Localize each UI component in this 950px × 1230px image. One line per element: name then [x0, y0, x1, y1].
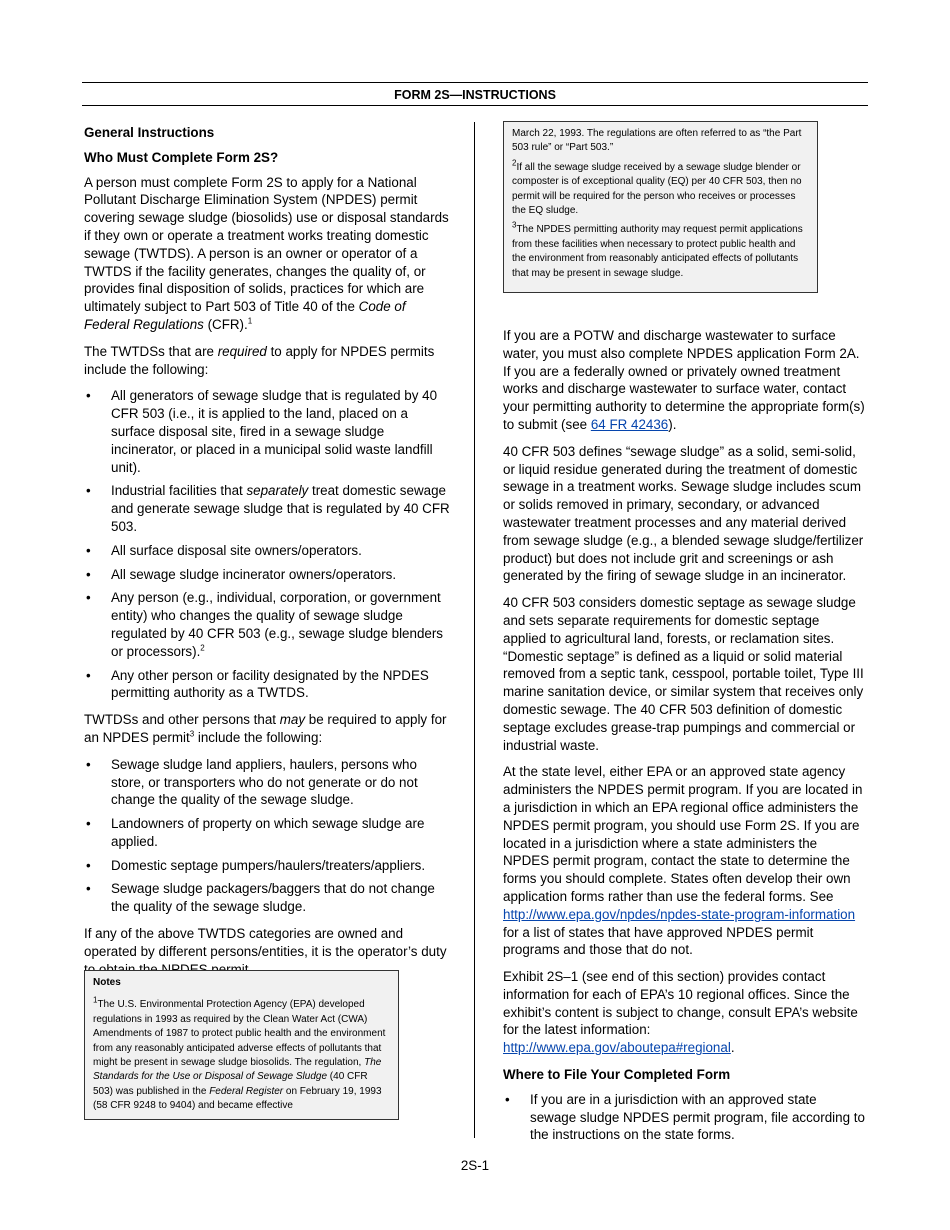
link-state-program-information[interactable]: http://www.epa.gov/npdes/npdes-state-program-information	[503, 906, 856, 922]
paragraph-sewage-sludge-definition: 40 CFR 503 defines “sewage sludge” as a solid, semi-solid, or liquid residue generated during the treatment of domestic sewage in a treatment works. Sewage sludge includes scum or solids removed in primary, secondary, or advanced wastewater treatment processes and any material derived from sewage sludge (e.g., a blended sewage sludge/fertilizer product) but does not include grit and screenings or ash generated by the firing of sewage sludge in an incinerator.	[503, 443, 864, 584]
list-item: • If you are in a jurisdiction with an approved state sewage sludge NPDES permit program, file according to the instructions on the state forms.	[505, 1091, 865, 1143]
where-to-file-list	[503, 1091, 865, 1144]
heading-general-instructions: General Instructions	[84, 125, 215, 140]
notes-box	[84, 970, 399, 1120]
footnote-3: $^3$The NPDES permitting authority may request permit applications from these facilities when necessary to protect public health and the environment from reasonably anticipated effects of pollutants that may be present in sewage sludge.	[512, 221, 803, 279]
list-item: • Industrial facilities that separately treat domestic sewage and generate sewage sludge that is regulated by 40 CFR 503.	[86, 483, 450, 534]
heading-who-must-complete: Who Must Complete Form 2S?	[84, 149, 279, 165]
notes-title: Notes	[93, 977, 121, 988]
list-item: • All surface disposal site owners/operators.	[86, 542, 362, 558]
link-about-epa-regional[interactable]: http://www.epa.gov/aboutepa#regional	[503, 1040, 731, 1056]
paragraph-state-level: At the state level, either EPA or an approved state agency administers the NPDES permit program. If you are located in a jurisdiction in which an EPA regional office administers the NPDES permit program, you should use Form 2S. If you are located in a jurisdiction where a state administers the NPDES permit program, contact the state to determine the forms you should complete. States often develop their own application forms rather than use the federal forms. See http://www.epa.gov/npdes/npdes-state-program-information for a list of states that have approved NPDES permit programs and those that do not.	[503, 764, 863, 958]
link-64-fr-42436[interactable]: 64 FR 42436	[590, 416, 669, 432]
left-column	[84, 124, 450, 987]
page-number: 2S-1	[460, 1158, 490, 1173]
footnote-ref-1: 1	[247, 316, 253, 326]
footnote-ref-2: 2	[200, 643, 205, 653]
notes-box-continued	[503, 121, 818, 293]
list-item: • Any person (e.g., individual, corporation, or government entity) who changes the quality of sewage sludge regulated by 40 CFR 503 (e.g., sewage sludge blenders or processors).$^2$	[86, 590, 443, 659]
page-title: FORM 2S—INSTRUCTIONS	[394, 88, 556, 102]
paragraph-operator-duty: If any of the above TWTDS categories are owned and operated by different persons/entities, it is the operator’s duty	[84, 926, 447, 959]
list-item: • All generators of sewage sludge that is regulated by 40 CFR 503 (i.e., it is applied to the land, placed on a surface disposal site, fired in a sewage sludge incinerator, or placed in a municipal solid waste landfill unit).	[86, 388, 438, 475]
paragraph-domestic-septage: 40 CFR 503 considers domestic septage as sewage sludge and sets separate requirements for domestic septage applied to agricultural land, forests, or reclamation sites. “Domestic septage” is defined as a liquid or solid material removed from a septic tank, cesspool, portable toilet, Type III marine sanitation device, or similar system that receives only domestic sewage. The 40 CFR 503 definition of domestic septage excludes grease-trap pumpings and commercial or industrial waste.	[503, 595, 864, 753]
list-item: • Any other person or facility designated by the NPDES permitting authority as a TWTDS.	[86, 667, 429, 701]
right-column	[503, 327, 865, 1153]
list-item: • Landowners of property on which sewage sludge are applied.	[86, 816, 425, 849]
required-list	[84, 387, 450, 702]
top-rule	[82, 82, 868, 83]
paragraph-may-be-required: TWTDSs and other persons that may be required to apply for an NPDES permit$^3$ include the following:	[84, 712, 447, 745]
paragraph-regional-offices: Exhibit 2S–1 (see end of this section) provides contact information for each of EPA’s 10 regional offices. Since the exhibit’s content is subject to change, consult EPA’s website for the latest information: http://www.epa.gov/aboutepa#regional.	[503, 969, 858, 1056]
list-item: • All sewage sludge incinerator owners/operators.	[86, 566, 397, 582]
footnote-ref-3: 3	[189, 729, 195, 739]
column-divider	[474, 122, 475, 1138]
list-item: • Sewage sludge packagers/baggers that do not change the quality of the sewage sludge.	[86, 881, 435, 915]
title-rule	[82, 105, 868, 106]
list-item: • Sewage sludge land appliers, haulers, persons who store, or transporters who do not generate or do not change the quality of the sewage sludge.	[86, 756, 418, 808]
heading-where-to-file: Where to File Your Completed Form	[503, 1067, 731, 1083]
paragraph-who-must-complete: A person must complete Form 2S to apply for a National Pollutant Discharge Elimination System (NPDES) permit covering sewage sludge (biosolids) use or disposal standards if they own or operate a treatment works treating domestic sewage (TWTDS). A person is an owner or operator of a TWTDS if the facility generates, changes the quality of, or provides final disposition of solids, practices for which are ultimately subject to Part 503 of Title 40 of the Code of Federal Regulations (CFR).$^1$	[84, 174, 449, 332]
paragraph-required: The TWTDSs that are required to apply for NPDES permits include the following:	[84, 343, 435, 377]
list-item: • Domestic septage pumpers/haulers/treaters/appliers.	[86, 857, 426, 873]
footnote-2: $^2$If all the sewage sludge received by a sewage sludge blender or composter is of exceptional quality (EQ) per 40 CFR 503, then no permit will be required for the person who receives or processes the EQ sludge.	[512, 158, 802, 217]
footnote-1: $^1$The U.S. Environmental Protection Agency (EPA) developed regulations in 1993 as required by the Clean Water Act (CWA) Amendments of 1987 to protect public health and the environment from any reasonably anticipated adverse effects of pollutants that might be present in sewage sludge biosolids. The regulation, The Standards for the Use or Disposal of Sewage Sludge (40 CFR 503) was published in the Federal Register on February 19, 1993 (58 CFR 9248 to 9404) and became effective	[93, 996, 386, 1112]
footnote-1-continued: March 22, 1993. The regulations are often referred to as “the Part 503 rule” or “Part 503.”	[512, 128, 802, 154]
paragraph-potw: If you are a POTW and discharge wastewater to surface water, you must also complete NPDES application Form 2A. If you are a federally owned or privately owned treatment works and discharge wastewater to surface water, contact your permitting authority to determine the appropriate form(s) to submit (see 64 FR 42436).	[503, 328, 865, 432]
may-list	[84, 756, 450, 916]
